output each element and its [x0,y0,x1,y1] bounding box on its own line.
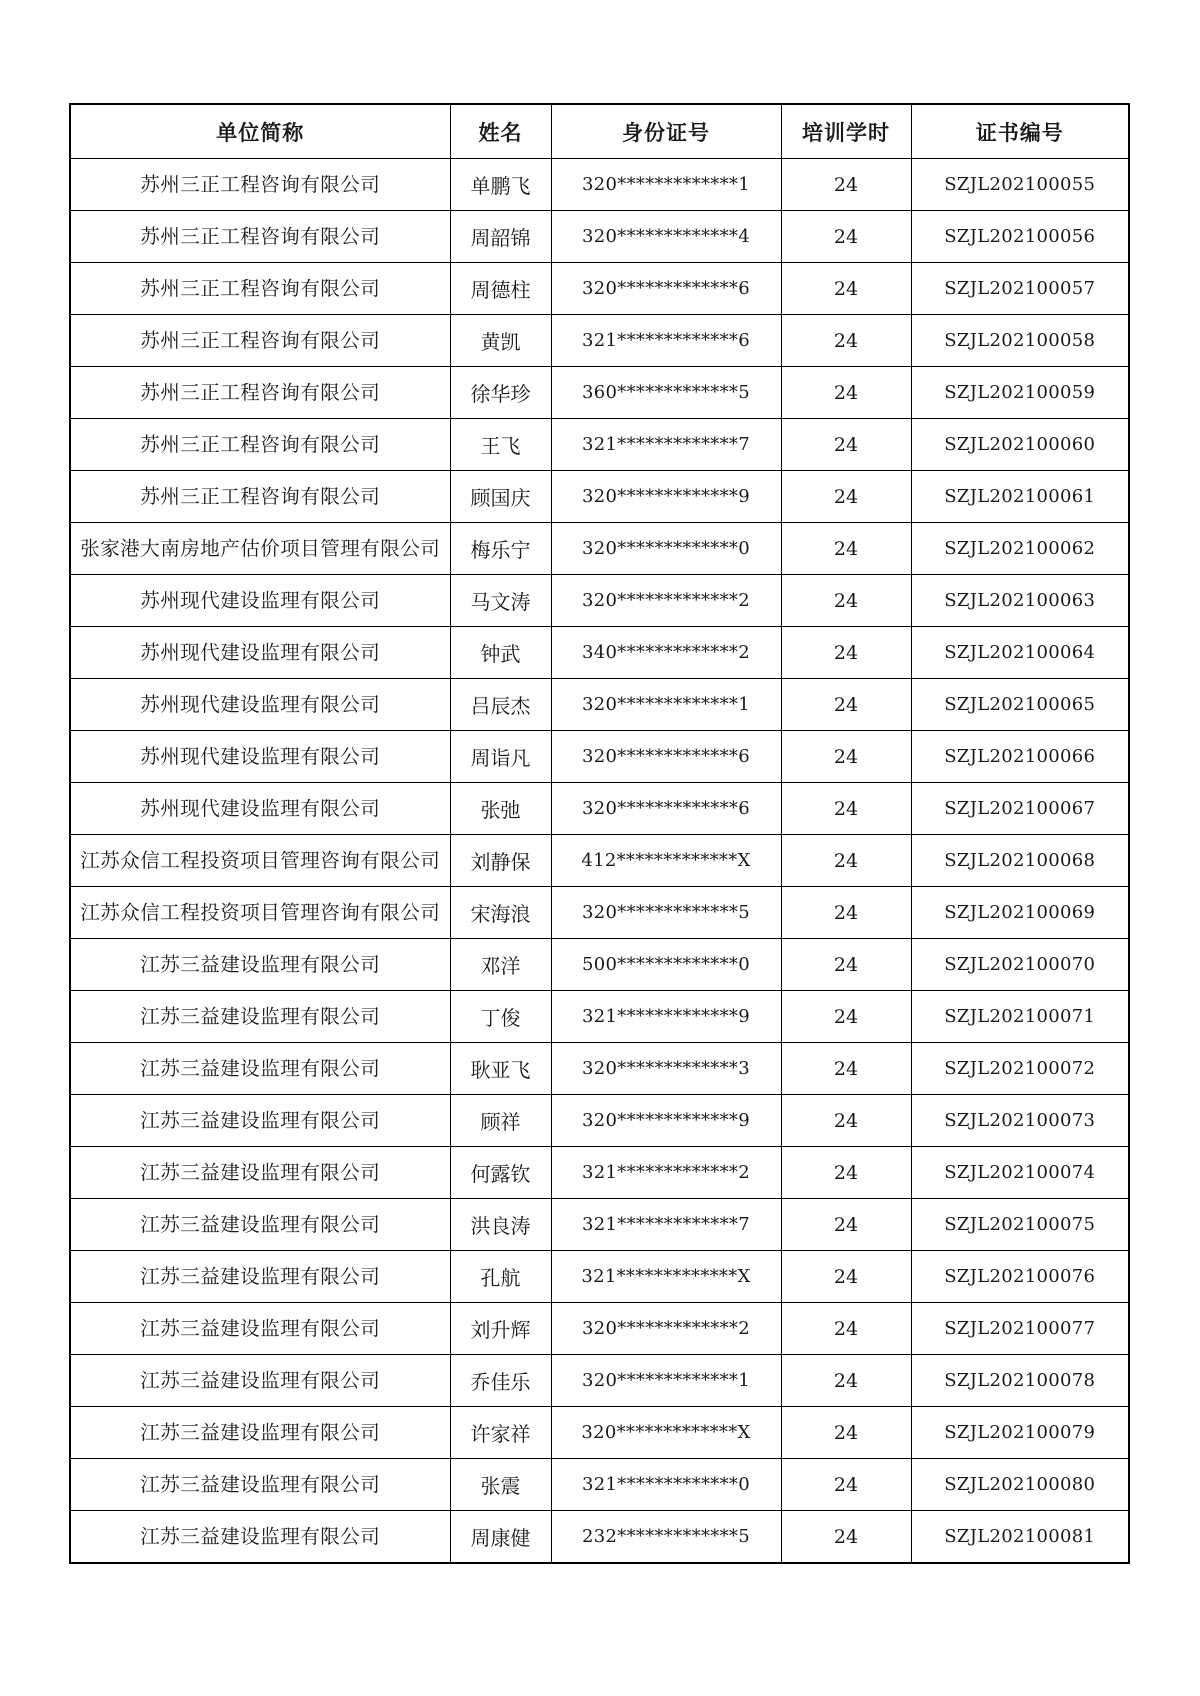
cell-certificate-number: SZJL202100064 [911,627,1129,679]
cell-certificate-number: SZJL202100060 [911,419,1129,471]
cell-unit-name: 苏州三正工程咨询有限公司 [70,211,450,263]
table-row [70,1199,1129,1251]
cell-certificate-number: SZJL202100057 [911,263,1129,315]
cell-person-name: 宋海浪 [450,887,551,939]
cell-certificate-number: SZJL202100076 [911,1251,1129,1303]
table-row [70,1043,1129,1095]
cell-person-name: 何露钦 [450,1147,551,1199]
table-row [70,1303,1129,1355]
cell-id-number: 321*************0 [551,1459,781,1511]
cell-certificate-number: SZJL202100078 [911,1355,1129,1407]
cell-unit-name: 苏州三正工程咨询有限公司 [70,263,450,315]
cell-person-name: 单鹏飞 [450,159,551,211]
cell-person-name: 耿亚飞 [450,1043,551,1095]
cell-id-number: 320*************1 [551,159,781,211]
cell-training-hours: 24 [781,367,911,419]
cell-certificate-number: SZJL202100056 [911,211,1129,263]
table-row [70,1459,1129,1511]
cell-person-name: 许家祥 [450,1407,551,1459]
cell-unit-name: 江苏众信工程投资项目管理咨询有限公司 [70,887,450,939]
cell-person-name: 刘静保 [450,835,551,887]
cell-training-hours: 24 [781,1407,911,1459]
cell-id-number: 320*************6 [551,731,781,783]
cell-unit-name: 江苏三益建设监理有限公司 [70,1303,450,1355]
cell-unit-name: 江苏三益建设监理有限公司 [70,1459,450,1511]
table-row [70,939,1129,991]
cell-id-number: 500*************0 [551,939,781,991]
cell-person-name: 顾祥 [450,1095,551,1147]
cell-person-name: 周康健 [450,1511,551,1564]
cell-training-hours: 24 [781,627,911,679]
cell-id-number: 320*************5 [551,887,781,939]
cell-training-hours: 24 [781,1043,911,1095]
cell-id-number: 320*************4 [551,211,781,263]
cell-certificate-number: SZJL202100059 [911,367,1129,419]
table-row [70,1511,1129,1564]
cell-training-hours: 24 [781,835,911,887]
cell-training-hours: 24 [781,263,911,315]
cell-training-hours: 24 [781,523,911,575]
cell-person-name: 丁俊 [450,991,551,1043]
cell-id-number: 320*************9 [551,1095,781,1147]
cell-training-hours: 24 [781,1199,911,1251]
cell-certificate-number: SZJL202100070 [911,939,1129,991]
cell-id-number: 320*************6 [551,783,781,835]
table-row [70,159,1129,211]
cell-training-hours: 24 [781,1355,911,1407]
cell-training-hours: 24 [781,1147,911,1199]
cell-unit-name: 苏州三正工程咨询有限公司 [70,315,450,367]
table-row [70,523,1129,575]
table-row [70,1147,1129,1199]
table-row [70,1355,1129,1407]
cell-training-hours: 24 [781,1303,911,1355]
cell-unit-name: 苏州现代建设监理有限公司 [70,731,450,783]
table-header-row [70,104,1129,159]
table-row [70,1407,1129,1459]
cell-id-number: 320*************9 [551,471,781,523]
cell-certificate-number: SZJL202100072 [911,1043,1129,1095]
cell-certificate-number: SZJL202100077 [911,1303,1129,1355]
cell-person-name: 刘升辉 [450,1303,551,1355]
cell-unit-name: 江苏三益建设监理有限公司 [70,1095,450,1147]
cell-training-hours: 24 [781,1095,911,1147]
cell-id-number: 321*************2 [551,1147,781,1199]
table-row [70,471,1129,523]
cell-training-hours: 24 [781,887,911,939]
cell-unit-name: 江苏众信工程投资项目管理咨询有限公司 [70,835,450,887]
header-training-hours: 培训学时 [781,104,911,159]
table-row [70,731,1129,783]
table-row [70,315,1129,367]
cell-unit-name: 张家港大南房地产估价项目管理有限公司 [70,523,450,575]
cell-unit-name: 江苏三益建设监理有限公司 [70,1199,450,1251]
cell-training-hours: 24 [781,991,911,1043]
cell-training-hours: 24 [781,783,911,835]
cell-id-number: 320*************2 [551,1303,781,1355]
cell-training-hours: 24 [781,315,911,367]
cell-unit-name: 苏州三正工程咨询有限公司 [70,471,450,523]
cell-id-number: 320*************2 [551,575,781,627]
cell-person-name: 张弛 [450,783,551,835]
cell-unit-name: 苏州现代建设监理有限公司 [70,783,450,835]
cell-id-number: 321*************X [551,1251,781,1303]
cell-person-name: 孔航 [450,1251,551,1303]
cell-id-number: 320*************1 [551,679,781,731]
cell-certificate-number: SZJL202100067 [911,783,1129,835]
cell-unit-name: 苏州三正工程咨询有限公司 [70,419,450,471]
table-row [70,679,1129,731]
cell-certificate-number: SZJL202100055 [911,159,1129,211]
cell-person-name: 黄凯 [450,315,551,367]
cell-id-number: 340*************2 [551,627,781,679]
cell-training-hours: 24 [781,1251,911,1303]
cell-unit-name: 江苏三益建设监理有限公司 [70,1407,450,1459]
cell-certificate-number: SZJL202100058 [911,315,1129,367]
table-row [70,367,1129,419]
cell-id-number: 321*************6 [551,315,781,367]
table-row [70,627,1129,679]
cell-id-number: 321*************7 [551,419,781,471]
cell-training-hours: 24 [781,1459,911,1511]
cell-id-number: 320*************3 [551,1043,781,1095]
cell-certificate-number: SZJL202100068 [911,835,1129,887]
table-row [70,263,1129,315]
cell-id-number: 320*************0 [551,523,781,575]
cell-person-name: 马文涛 [450,575,551,627]
cell-unit-name: 苏州三正工程咨询有限公司 [70,367,450,419]
cell-unit-name: 江苏三益建设监理有限公司 [70,1147,450,1199]
cell-training-hours: 24 [781,731,911,783]
cell-person-name: 钟武 [450,627,551,679]
table-row [70,783,1129,835]
cell-person-name: 王飞 [450,419,551,471]
cell-person-name: 周诣凡 [450,731,551,783]
cell-unit-name: 苏州三正工程咨询有限公司 [70,159,450,211]
cell-person-name: 乔佳乐 [450,1355,551,1407]
cell-certificate-number: SZJL202100073 [911,1095,1129,1147]
cell-id-number: 320*************6 [551,263,781,315]
cell-certificate-number: SZJL202100061 [911,471,1129,523]
table-row [70,575,1129,627]
cell-unit-name: 江苏三益建设监理有限公司 [70,1511,450,1564]
cell-training-hours: 24 [781,159,911,211]
cell-training-hours: 24 [781,419,911,471]
cell-training-hours: 24 [781,211,911,263]
table-row [70,1095,1129,1147]
cell-certificate-number: SZJL202100075 [911,1199,1129,1251]
training-certificate-table [69,103,1130,1564]
cell-training-hours: 24 [781,575,911,627]
cell-training-hours: 24 [781,471,911,523]
cell-training-hours: 24 [781,1511,911,1564]
header-certificate-number: 证书编号 [911,104,1129,159]
cell-unit-name: 江苏三益建设监理有限公司 [70,1043,450,1095]
cell-person-name: 周德柱 [450,263,551,315]
cell-certificate-number: SZJL202100080 [911,1459,1129,1511]
cell-person-name: 梅乐宁 [450,523,551,575]
table-row [70,991,1129,1043]
cell-id-number: 232*************5 [551,1511,781,1564]
cell-certificate-number: SZJL202100079 [911,1407,1129,1459]
cell-training-hours: 24 [781,939,911,991]
table-row [70,887,1129,939]
cell-unit-name: 江苏三益建设监理有限公司 [70,1251,450,1303]
cell-certificate-number: SZJL202100062 [911,523,1129,575]
cell-person-name: 洪良涛 [450,1199,551,1251]
cell-id-number: 360*************5 [551,367,781,419]
cell-unit-name: 江苏三益建设监理有限公司 [70,939,450,991]
cell-certificate-number: SZJL202100071 [911,991,1129,1043]
table-body [70,159,1129,1564]
table-row [70,835,1129,887]
cell-person-name: 吕辰杰 [450,679,551,731]
cell-id-number: 321*************7 [551,1199,781,1251]
cell-id-number: 321*************9 [551,991,781,1043]
cell-unit-name: 苏州现代建设监理有限公司 [70,627,450,679]
cell-person-name: 徐华珍 [450,367,551,419]
cell-certificate-number: SZJL202100081 [911,1511,1129,1564]
cell-certificate-number: SZJL202100069 [911,887,1129,939]
cell-certificate-number: SZJL202100063 [911,575,1129,627]
cell-certificate-number: SZJL202100066 [911,731,1129,783]
table-row [70,1251,1129,1303]
cell-person-name: 周韶锦 [450,211,551,263]
cell-unit-name: 苏州现代建设监理有限公司 [70,575,450,627]
cell-person-name: 张震 [450,1459,551,1511]
cell-person-name: 顾国庆 [450,471,551,523]
cell-certificate-number: SZJL202100074 [911,1147,1129,1199]
table-row [70,211,1129,263]
cell-id-number: 320*************1 [551,1355,781,1407]
cell-id-number: 320*************X [551,1407,781,1459]
cell-unit-name: 江苏三益建设监理有限公司 [70,1355,450,1407]
header-person-name: 姓名 [450,104,551,159]
header-unit-name: 单位简称 [70,104,450,159]
header-id-number: 身份证号 [551,104,781,159]
cell-unit-name: 江苏三益建设监理有限公司 [70,991,450,1043]
table-row [70,419,1129,471]
cell-id-number: 412*************X [551,835,781,887]
cell-unit-name: 苏州现代建设监理有限公司 [70,679,450,731]
cell-training-hours: 24 [781,679,911,731]
cell-certificate-number: SZJL202100065 [911,679,1129,731]
cell-person-name: 邓洋 [450,939,551,991]
